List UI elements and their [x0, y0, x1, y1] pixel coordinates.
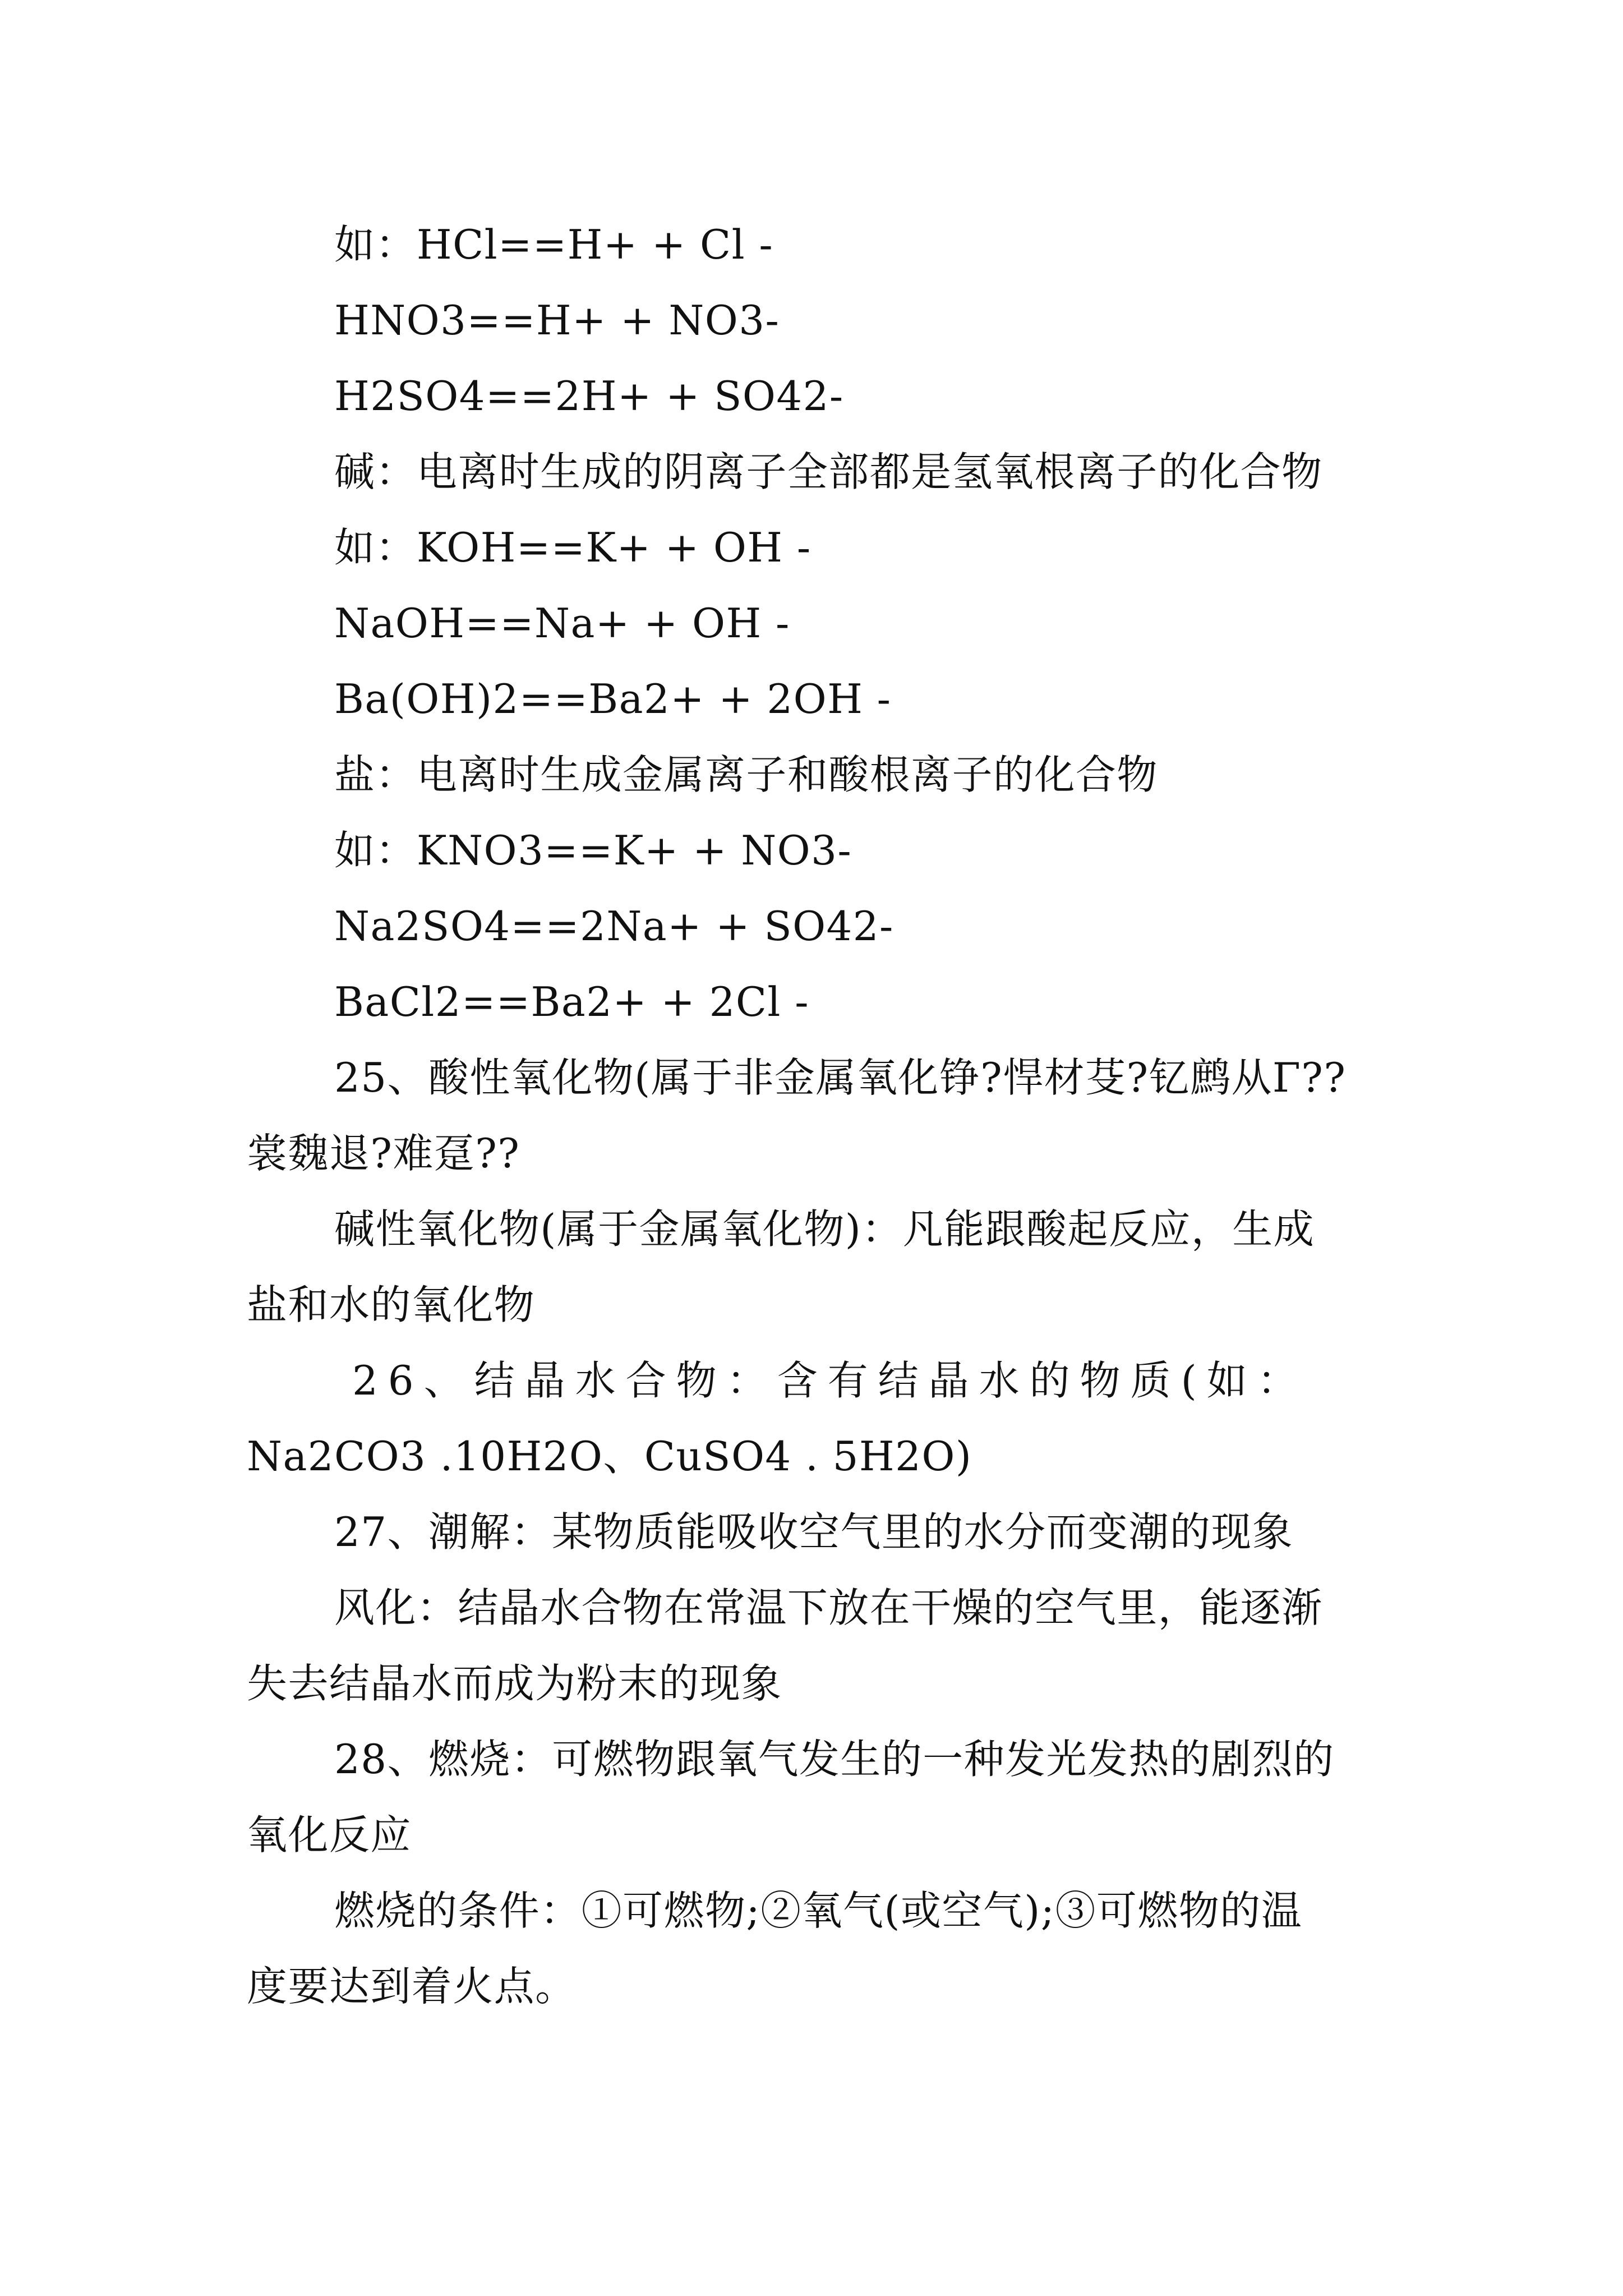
text-line-14: 碱性氧化物(属于金属氧化物)：凡能跟酸起反应，生成	[334, 1205, 1315, 1253]
text-line-11: BaCl2==Ba2+ + 2Cl -	[334, 978, 809, 1025]
text-line-24: 度要达到着火点。	[247, 1963, 577, 2010]
text-line-4: 碱：电离时生成的阴离子全部都是氢氧根离子的化合物	[334, 448, 1323, 495]
text-line-12: 25、酸性氧化物(属于非金属氧化铮?悍材芟?钇鹧从Γ??	[334, 1054, 1347, 1101]
text-line-7: Ba(OH)2==Ba2+ + 2OH -	[334, 675, 892, 723]
text-line-15: 盐和水的氧化物	[247, 1281, 536, 1328]
text-line-2: HNO3==H+ + NO3-	[334, 297, 780, 344]
text-line-20: 失去结晶水而成为粉末的现象	[247, 1660, 782, 1707]
text-line-5: 如：KOH==K+ + OH -	[334, 524, 811, 571]
text-line-10: Na2SO4==2Na+ + SO42-	[334, 903, 894, 950]
text-line-3: H2SO4==2H+ + SO42-	[334, 372, 844, 420]
text-line-13: 裳魏退?难趸??	[247, 1130, 520, 1177]
text-line-17: Na2CO3 .10H2O、CuSO4 . 5H2O)	[247, 1433, 972, 1480]
text-line-22: 氧化反应	[247, 1811, 412, 1858]
text-line-23: 燃烧的条件：①可燃物;②氧气(或空气);③可燃物的温	[334, 1887, 1303, 1934]
text-line-19: 风化：结晶水合物在常温下放在干燥的空气里，能逐渐	[334, 1584, 1323, 1631]
text-line-9: 如：KNO3==K+ + NO3-	[334, 827, 852, 874]
text-line-6: NaOH==Na+ + OH -	[334, 600, 790, 647]
text-line-1: 如：HCl==H+ + Cl -	[334, 221, 774, 268]
text-line-8: 盐：电离时生成金属离子和酸根离子的化合物	[334, 751, 1158, 798]
text-line-21: 28、燃烧：可燃物跟氧气发生的一种发光发热的剧烈的	[334, 1736, 1335, 1783]
text-line-18: 27、潮解：某物质能吸收空气里的水分而变潮的现象	[334, 1508, 1294, 1556]
text-line-16: 26、结晶水合物：含有结晶水的物质(如：	[352, 1357, 1308, 1404]
